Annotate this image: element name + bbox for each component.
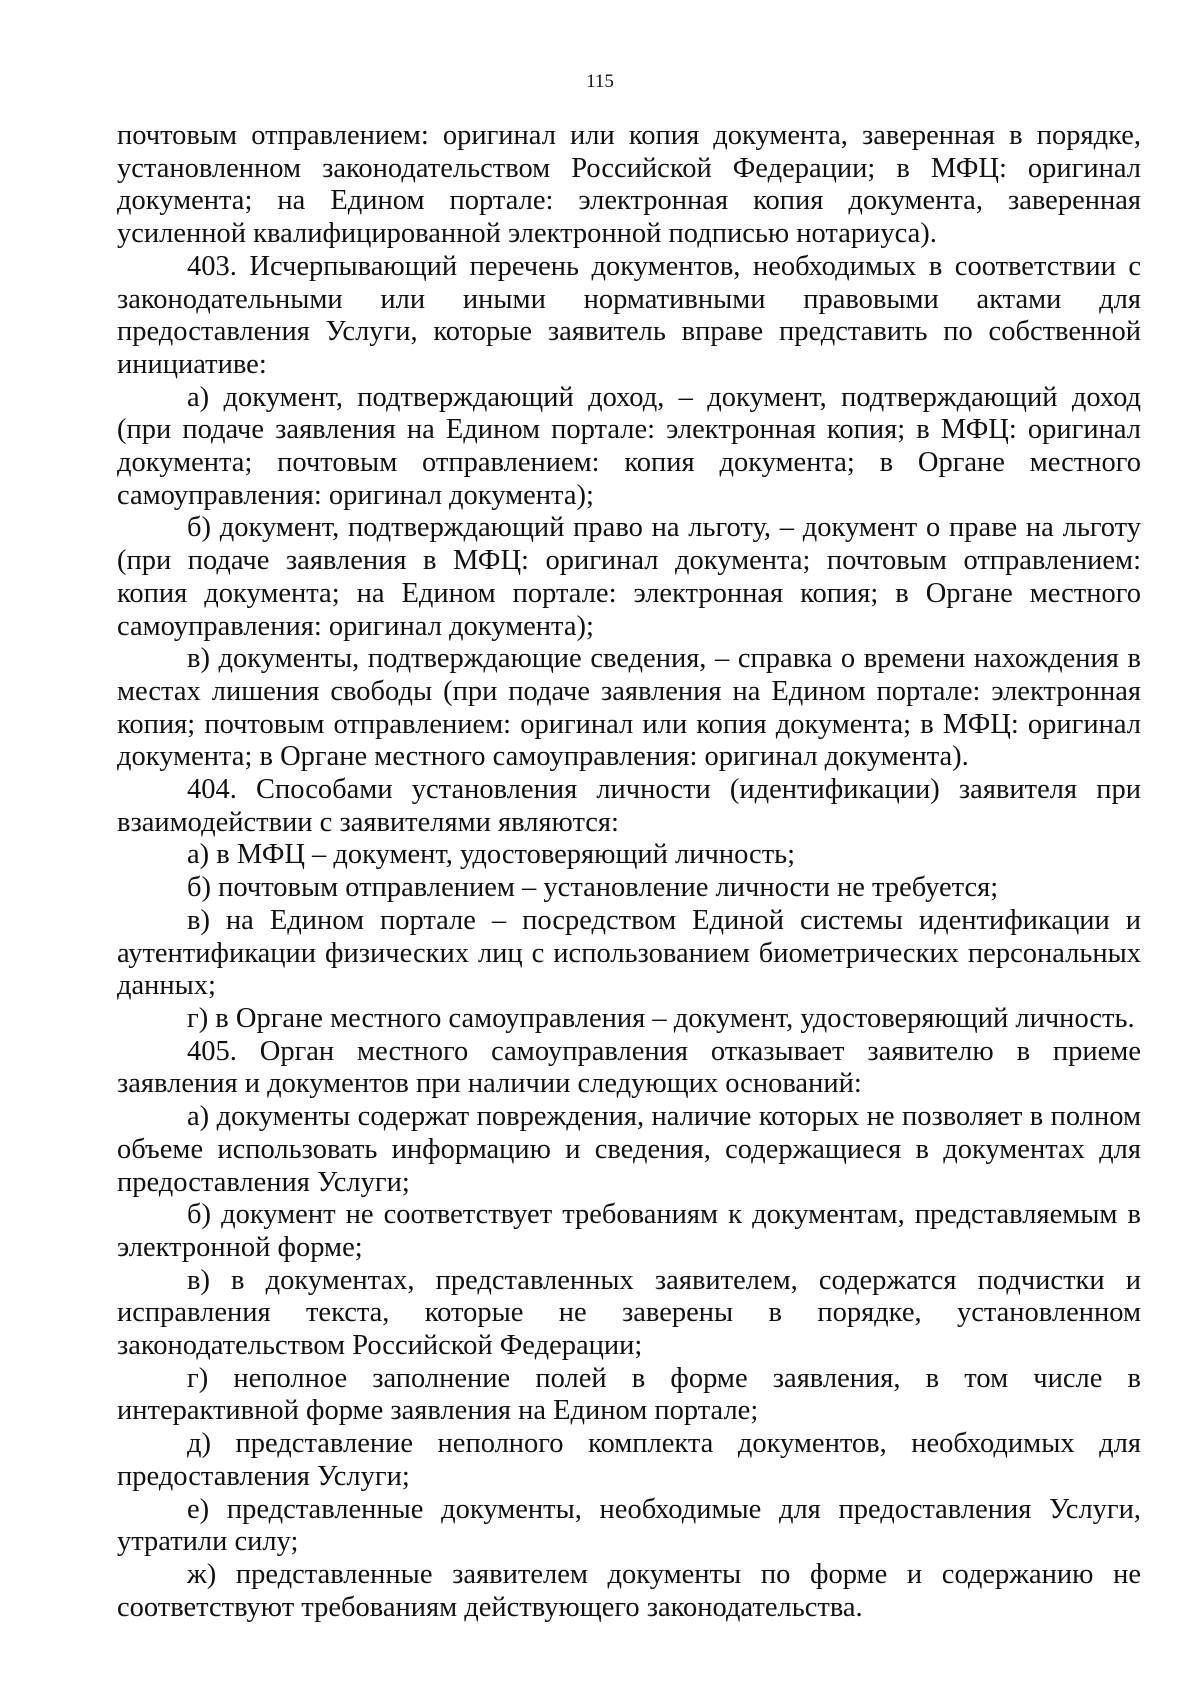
- paragraph-404: 404. Способами установления личности (идентификации) заявителя при взаимодействии с заявителями являются:: [117, 774, 1141, 838]
- paragraph-405-e: е) представленные документы, необходимые для предоставления Услуги, утратили силу;: [117, 1493, 1141, 1558]
- page-number: 115: [586, 71, 614, 92]
- paragraph-403-b: б) документ, подтверждающий право на льготу, – документ о праве на льготу (при подаче заявления в МФЦ: оригинал документа; почтовым отправлением: копия документа; на Едином портале: электронная копия; в Органе местного самоуправления: оригинал документа);: [117, 512, 1141, 642]
- paragraph-403: 403. Исчерпывающий перечень документов, необходимых в соответствии с законодательными или иными нормативными правовыми актами для предоставления Услуги, которые заявитель вправе представить по собственной инициативе:: [117, 250, 1141, 380]
- paragraph-403-a: а) документ, подтверждающий доход, – документ, подтверждающий доход (при подаче заявления на Едином портале: электронная копия; в МФЦ: оригинал документа; почтовым отправлением: копия документа; в Органе местного самоуправления: оригинал документа);: [117, 381, 1141, 511]
- paragraph-403-v: в) документы, подтверждающие сведения, – справка о времени нахождения в местах лишения свободы (при подаче заявления на Едином портале: электронная копия; почтовым отправлением: оригинал или копия документа; в МФЦ: оригинал документа; в Органе местного самоуправления: оригинал документа).: [117, 643, 1141, 773]
- paragraph-404-g: г) в Органе местного самоуправления – документ, удостоверяющий личность.: [187, 1002, 1135, 1034]
- paragraph-405-d: д) представление неполного комплекта документов, необходимых для предоставления Услуги;: [117, 1428, 1141, 1492]
- paragraph-404-a: а) в МФЦ – документ, удостоверяющий личность;: [187, 839, 796, 871]
- paragraph-405: 405. Орган местного самоуправления отказывает заявителю в приеме заявления и документов при наличии следующих оснований:: [117, 1035, 1141, 1100]
- paragraph-405-zh: ж) представленные заявителем документы по форме и содержанию не соответствуют требованиям действующего законодательства.: [117, 1558, 1141, 1623]
- paragraph-405-g: г) неполное заполнение полей в форме заявления, в том числе в интерактивной форме заявления на Едином портале;: [117, 1362, 1141, 1427]
- paragraph-404-v: в) на Едином портале – посредством Единой системы идентификации и аутентификации физических лиц с использованием биометрических персональных данных;: [117, 904, 1141, 1002]
- paragraph-404-b: б) почтовым отправлением – установление личности не требуется;: [187, 872, 999, 904]
- paragraph-405-a: а) документы содержат повреждения, наличие которых не позволяет в полном объеме использовать информацию и сведения, содержащиеся в документах для предоставления Услуги;: [117, 1101, 1141, 1198]
- paragraph-continuation: почтовым отправлением: оригинал или копия документа, заверенная в порядке, установленном законодательством Российской Федерации; в МФЦ: оригинал документа; на Едином портале: электронная копия документа, заверенная усиленной квалифицированной электронной подписью нотариуса).: [117, 120, 1141, 250]
- paragraph-405-b: б) документ не соответствует требованиям к документам, представляемым в электронной форме;: [117, 1199, 1141, 1263]
- document-body: [117, 120, 1141, 1624]
- paragraph-405-v: в) в документах, представленных заявителем, содержатся подчистки и исправления текста, которые не заверены в порядке, установленном законодательством Российской Федерации;: [117, 1264, 1141, 1362]
